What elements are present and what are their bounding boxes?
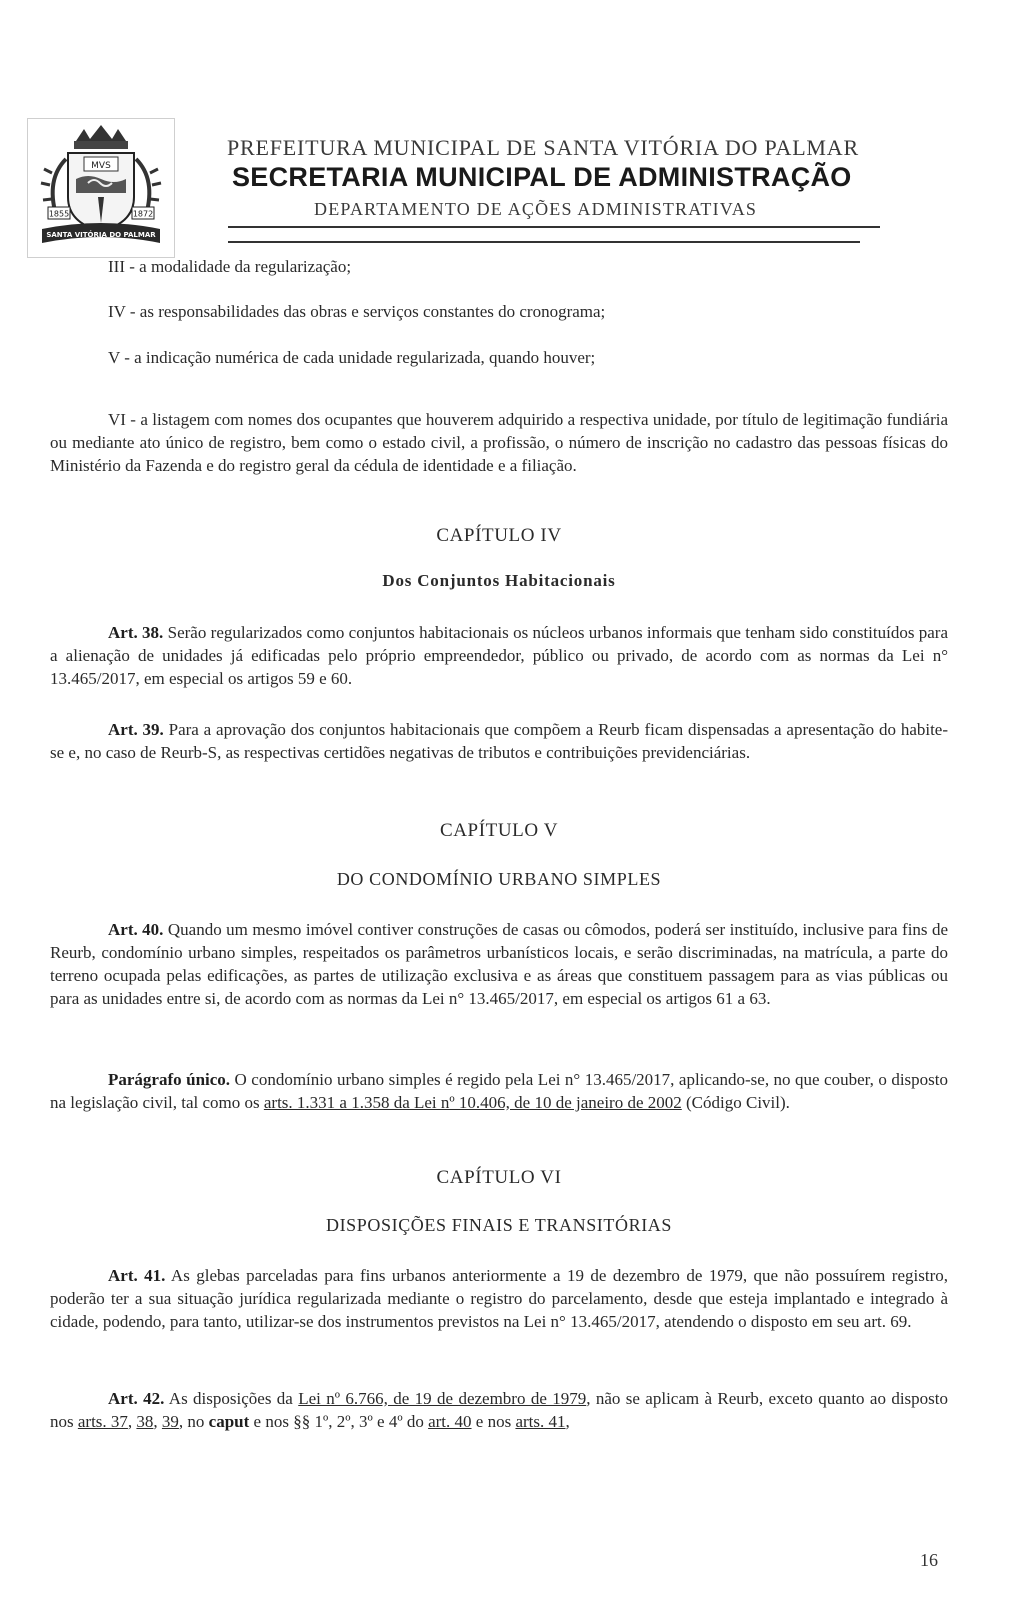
link-codigo-civil[interactable]: arts. 1.331 a 1.358 da Lei nº 10.406, de 10 de janeiro de 2002 [263, 1093, 682, 1112]
header-departamento: DEPARTAMENTO DE AÇÕES ADMINISTRATIVAS [314, 199, 758, 219]
chapter-iv-title: CAPÍTULO IV [436, 525, 562, 546]
link-arts-41[interactable]: arts. 41 [515, 1412, 566, 1431]
article-39-label: Art. 39. [108, 720, 164, 739]
item-v: V - a indicação numérica de cada unidade regularizada, quando houver; [108, 348, 596, 367]
paragrafo-unico [50, 1068, 948, 1114]
article-38-label: Art. 38. [108, 623, 164, 642]
paragrafo-unico-label: Parágrafo único. [108, 1070, 231, 1089]
municipal-crest-logo [27, 118, 175, 258]
paragrafo-unico-tail: (Código Civil). [686, 1093, 790, 1112]
article-40-label: Art. 40. [108, 920, 164, 939]
article-40 [50, 918, 948, 1010]
link-art-37[interactable]: arts. 37 [77, 1412, 128, 1431]
article-42-caput: caput [208, 1412, 250, 1431]
article-42-sep-1: , [127, 1412, 133, 1431]
link-lei-6766[interactable]: Lei nº 6.766, de 19 de dezembro de 1979 [298, 1389, 587, 1408]
article-42-text-6: , [565, 1412, 570, 1431]
article-38-text: Serão regularizados como conjuntos habitacionais os núcleos urbanos informais que tenham sido constituídos para a alienação de unidades já edificadas pelo próprio empreendedor, público ou privado, de acordo com as normas da Lei n° 13.465/2017, em especial os artigos 59 e 60. [50, 623, 949, 688]
article-41-text: As glebas parceladas para fins urbanos anteriormente a 19 de dezembro de 1979, que não possuírem registro, poderão ter a sua situação jurídica regularizada mediante o registro do parcelamento, desde que esteja implantado e integrado à cidade, podendo, para tanto, utilizar-se dos instrumentos previstos na Lei n° 13.465/2017, atendendo o disposto em seu art. 69. [50, 1266, 948, 1331]
article-41-label: Art. 41. [108, 1266, 166, 1285]
article-40-text: Quando um mesmo imóvel contiver construções de casas ou cômodos, poderá ser instituído, inclusive para fins de Reurb, condomínio urbano simples, respeitados os parâmetros urbanísticos locais, e serão discriminadas, na matrícula, a parte do terreno ocupada pelas edificações, as partes de utilização exclusiva e as áreas que constituem passagem para as vias públicas ou para as unidades entre si, de acordo com as normas da Lei n° 13.465/2017, em especial os artigos 61 a 63. [50, 920, 949, 1008]
item-iii: III - a modalidade da regularização; [108, 257, 352, 276]
header-divider-top [228, 226, 880, 228]
article-39 [50, 718, 948, 764]
crest-year-left: 1855 [48, 209, 70, 219]
item-iv: IV - as responsabilidades das obras e serviços constantes do cronograma; [108, 302, 606, 321]
header-divider-bottom [228, 241, 860, 243]
chapter-iv-subtitle: Dos Conjuntos Habitacionais [382, 571, 616, 590]
article-42-text-4: e nos §§ 1º, 2º, 3º e 4º do [253, 1412, 424, 1431]
article-41 [50, 1264, 948, 1333]
header-secretaria: SECRETARIA MUNICIPAL DE ADMINISTRAÇÃO [232, 162, 852, 192]
link-art-40[interactable]: art. 40 [428, 1412, 472, 1431]
chapter-v-title: CAPÍTULO V [439, 820, 559, 841]
link-art-38[interactable]: 38 [136, 1412, 154, 1431]
article-42-text-1: As disposições da [168, 1389, 293, 1408]
paragrafo-unico-text: O condomínio urbano simples é regido pela Lei n° 13.465/2017, aplicando-se, no que couber, o disposto na legislação civil, tal como os [50, 1070, 948, 1112]
article-42 [50, 1387, 948, 1433]
crest-year-right: 1872 [132, 209, 154, 219]
item-vi: VI - a listagem com nomes dos ocupantes que houverem adquirido a respectiva unidade, por título de legitimação fundiária ou mediante ato único de registro, bem como o estado civil, a profissão, o número de inscrição no cadastro das pessoas físicas do Ministério da Fazenda e do registro geral da cédula de identidade e a filiação. [50, 410, 948, 475]
article-42-text-3: , no [178, 1412, 205, 1431]
crest-shield-text: MVS [91, 161, 111, 171]
page-number: 16 [920, 1550, 938, 1570]
article-42-text-2: , não se aplicam à Reurb, exceto quanto ao disposto nos [50, 1389, 949, 1431]
link-art-39[interactable]: 39 [161, 1412, 179, 1431]
article-42-label: Art. 42. [108, 1389, 165, 1408]
article-39-text: Para a aprovação dos conjuntos habitacionais que compõem a Reurb ficam dispensadas a apresentação do habite-se e, no caso de Reurb-S, as respectivas certidões negativas de tributos e contribuições previdenciárias. [50, 720, 949, 762]
chapter-vi-title: CAPÍTULO VI [436, 1167, 562, 1188]
crest-banner-text: SANTA VITÓRIA DO PALMAR [46, 231, 156, 239]
chapter-vi-subtitle: DISPOSIÇÕES FINAIS E TRANSITÓRIAS [325, 1215, 672, 1235]
chapter-v-subtitle: DO CONDOMÍNIO URBANO SIMPLES [336, 869, 662, 889]
article-42-sep-2: , [153, 1412, 158, 1431]
article-38 [50, 621, 948, 690]
header-prefeitura: PREFEITURA MUNICIPAL DE SANTA VITÓRIA DO PALMAR [227, 135, 859, 160]
article-42-text-5: e nos [475, 1412, 512, 1431]
